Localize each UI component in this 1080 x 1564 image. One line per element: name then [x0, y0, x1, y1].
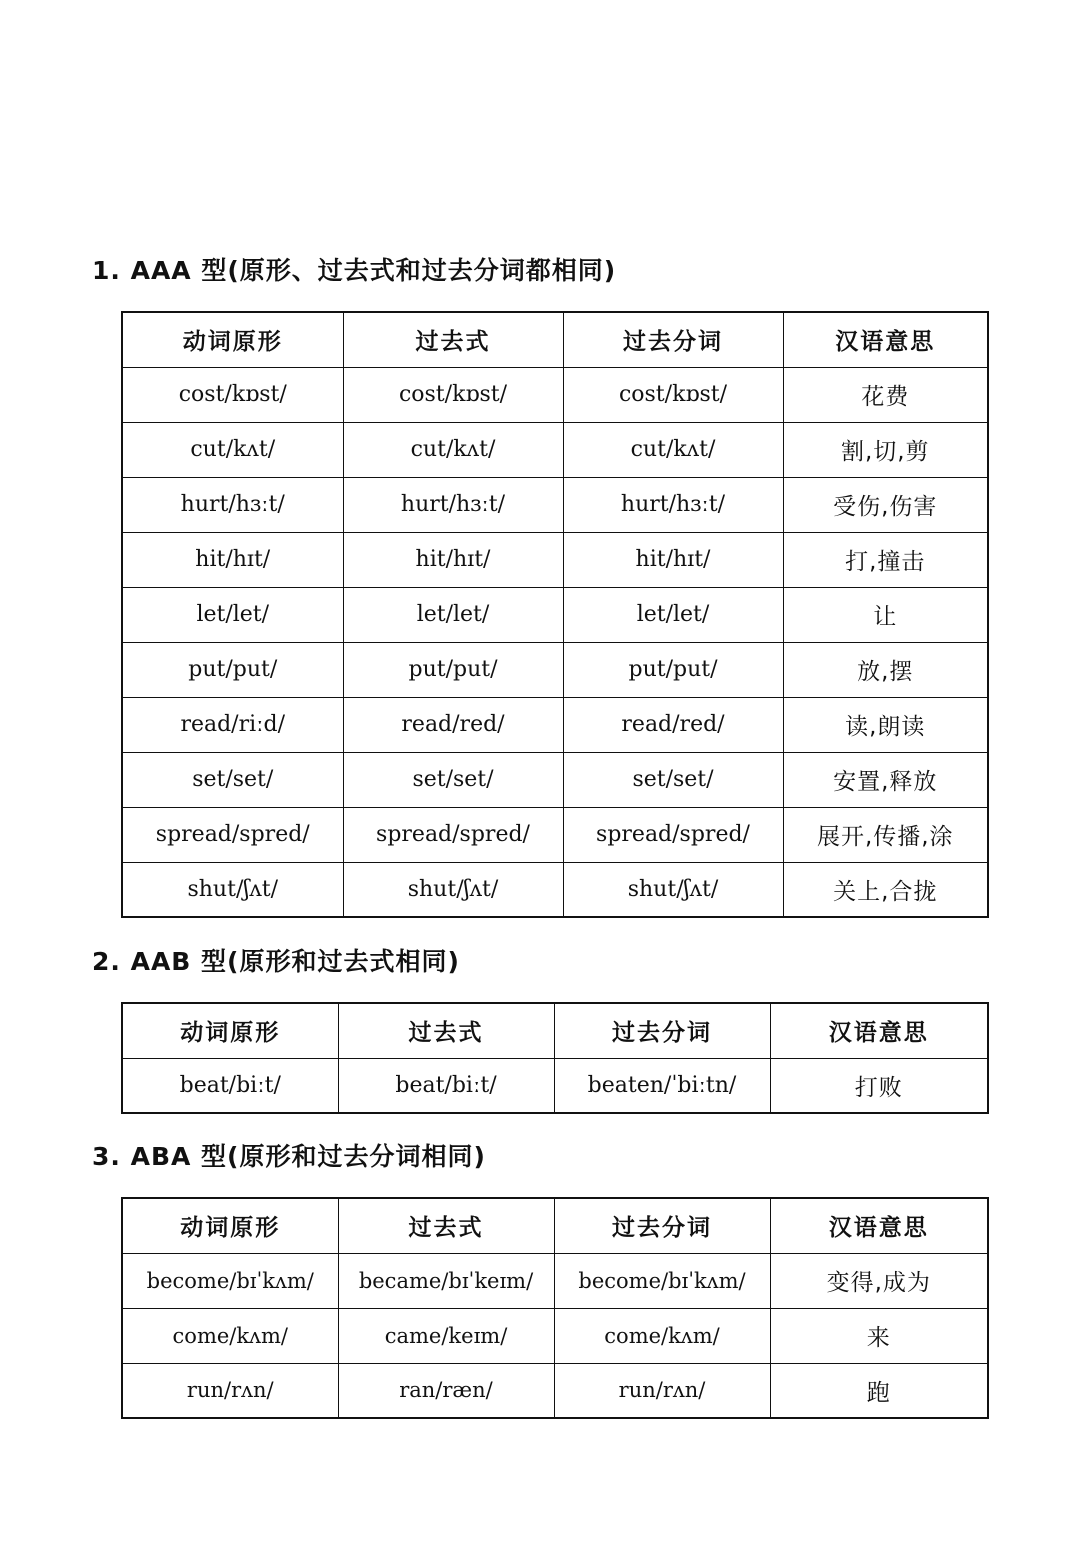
meaning-cell: 花费: [783, 367, 988, 422]
table-row: [122, 367, 988, 422]
header-base-form: 动词原形: [122, 1003, 338, 1058]
past-participle-cell: beaten/ˈbiːtn/: [554, 1058, 770, 1113]
past-participle-cell: become/bɪˈkʌm/: [554, 1253, 770, 1308]
verb-table-aab: [121, 1002, 989, 1114]
base-form-cell: hit/hɪt/: [122, 532, 343, 587]
past-tense-cell: put/put/: [343, 642, 563, 697]
past-tense-cell: spread/spred/: [343, 807, 563, 862]
header-base-form: 动词原形: [122, 1198, 338, 1253]
base-form-cell: run/rʌn/: [122, 1363, 338, 1418]
table-row: [122, 862, 988, 917]
meaning-cell: 展开,传播,涂: [783, 807, 988, 862]
header-past-tense: 过去式: [343, 312, 563, 367]
section-title-aab: 2. AAB 型(原形和过去式相同): [92, 947, 460, 976]
meaning-cell: 安置,释放: [783, 752, 988, 807]
past-tense-cell: hurt/hɜːt/: [343, 477, 563, 532]
header-chinese-meaning: 汉语意思: [783, 312, 988, 367]
header-past-participle: 过去分词: [554, 1198, 770, 1253]
header-base-form: 动词原形: [122, 312, 343, 367]
verb-table-aaa: [121, 311, 989, 918]
past-tense-cell: shut/ʃʌt/: [343, 862, 563, 917]
past-tense-cell: cost/kɒst/: [343, 367, 563, 422]
past-participle-cell: cut/kʌt/: [563, 422, 783, 477]
past-tense-cell: ran/ræn/: [338, 1363, 554, 1418]
past-participle-cell: run/rʌn/: [554, 1363, 770, 1418]
past-tense-cell: let/let/: [343, 587, 563, 642]
table-row: [122, 1253, 988, 1308]
table-row: [122, 1058, 988, 1113]
base-form-cell: beat/biːt/: [122, 1058, 338, 1113]
base-form-cell: cost/kɒst/: [122, 367, 343, 422]
meaning-cell: 关上,合拢: [783, 862, 988, 917]
section-title-aaa: 1. AAA 型(原形、过去式和过去分词都相同): [92, 256, 617, 285]
table-row: [122, 752, 988, 807]
section-title-aba: 3. ABA 型(原形和过去分词相同): [92, 1142, 486, 1171]
past-participle-cell: come/kʌm/: [554, 1308, 770, 1363]
base-form-cell: let/let/: [122, 587, 343, 642]
table-row: [122, 422, 988, 477]
base-form-cell: cut/kʌt/: [122, 422, 343, 477]
past-participle-cell: hurt/hɜːt/: [563, 477, 783, 532]
past-tense-cell: read/red/: [343, 697, 563, 752]
table-row: [122, 1308, 988, 1363]
meaning-cell: 来: [770, 1308, 988, 1363]
past-tense-cell: beat/biːt/: [338, 1058, 554, 1113]
past-tense-cell: became/bɪˈkeɪm/: [338, 1253, 554, 1308]
table-header-row: [122, 312, 988, 367]
table-row: [122, 1363, 988, 1418]
table-header-row: [122, 1198, 988, 1253]
verb-table-aba: [121, 1197, 989, 1419]
table-row: [122, 477, 988, 532]
past-tense-cell: set/set/: [343, 752, 563, 807]
past-participle-cell: set/set/: [563, 752, 783, 807]
past-participle-cell: put/put/: [563, 642, 783, 697]
table-row: [122, 697, 988, 752]
base-form-cell: spread/spred/: [122, 807, 343, 862]
meaning-cell: 让: [783, 587, 988, 642]
meaning-cell: 读,朗读: [783, 697, 988, 752]
past-tense-cell: cut/kʌt/: [343, 422, 563, 477]
header-past-tense: 过去式: [338, 1198, 554, 1253]
past-participle-cell: let/let/: [563, 587, 783, 642]
base-form-cell: set/set/: [122, 752, 343, 807]
meaning-cell: 打,撞击: [783, 532, 988, 587]
past-participle-cell: cost/kɒst/: [563, 367, 783, 422]
table-row: [122, 587, 988, 642]
base-form-cell: shut/ʃʌt/: [122, 862, 343, 917]
base-form-cell: put/put/: [122, 642, 343, 697]
table-row: [122, 642, 988, 697]
meaning-cell: 受伤,伤害: [783, 477, 988, 532]
header-chinese-meaning: 汉语意思: [770, 1003, 988, 1058]
base-form-cell: become/bɪˈkʌm/: [122, 1253, 338, 1308]
base-form-cell: hurt/hɜːt/: [122, 477, 343, 532]
past-participle-cell: hit/hɪt/: [563, 532, 783, 587]
past-tense-cell: hit/hɪt/: [343, 532, 563, 587]
table-header-row: [122, 1003, 988, 1058]
table-row: [122, 807, 988, 862]
meaning-cell: 跑: [770, 1363, 988, 1418]
meaning-cell: 割,切,剪: [783, 422, 988, 477]
past-participle-cell: spread/spred/: [563, 807, 783, 862]
base-form-cell: come/kʌm/: [122, 1308, 338, 1363]
past-participle-cell: read/red/: [563, 697, 783, 752]
table-row: [122, 532, 988, 587]
header-chinese-meaning: 汉语意思: [770, 1198, 988, 1253]
meaning-cell: 放,摆: [783, 642, 988, 697]
base-form-cell: read/riːd/: [122, 697, 343, 752]
header-past-tense: 过去式: [338, 1003, 554, 1058]
meaning-cell: 变得,成为: [770, 1253, 988, 1308]
header-past-participle: 过去分词: [554, 1003, 770, 1058]
meaning-cell: 打败: [770, 1058, 988, 1113]
past-tense-cell: came/keɪm/: [338, 1308, 554, 1363]
past-participle-cell: shut/ʃʌt/: [563, 862, 783, 917]
header-past-participle: 过去分词: [563, 312, 783, 367]
